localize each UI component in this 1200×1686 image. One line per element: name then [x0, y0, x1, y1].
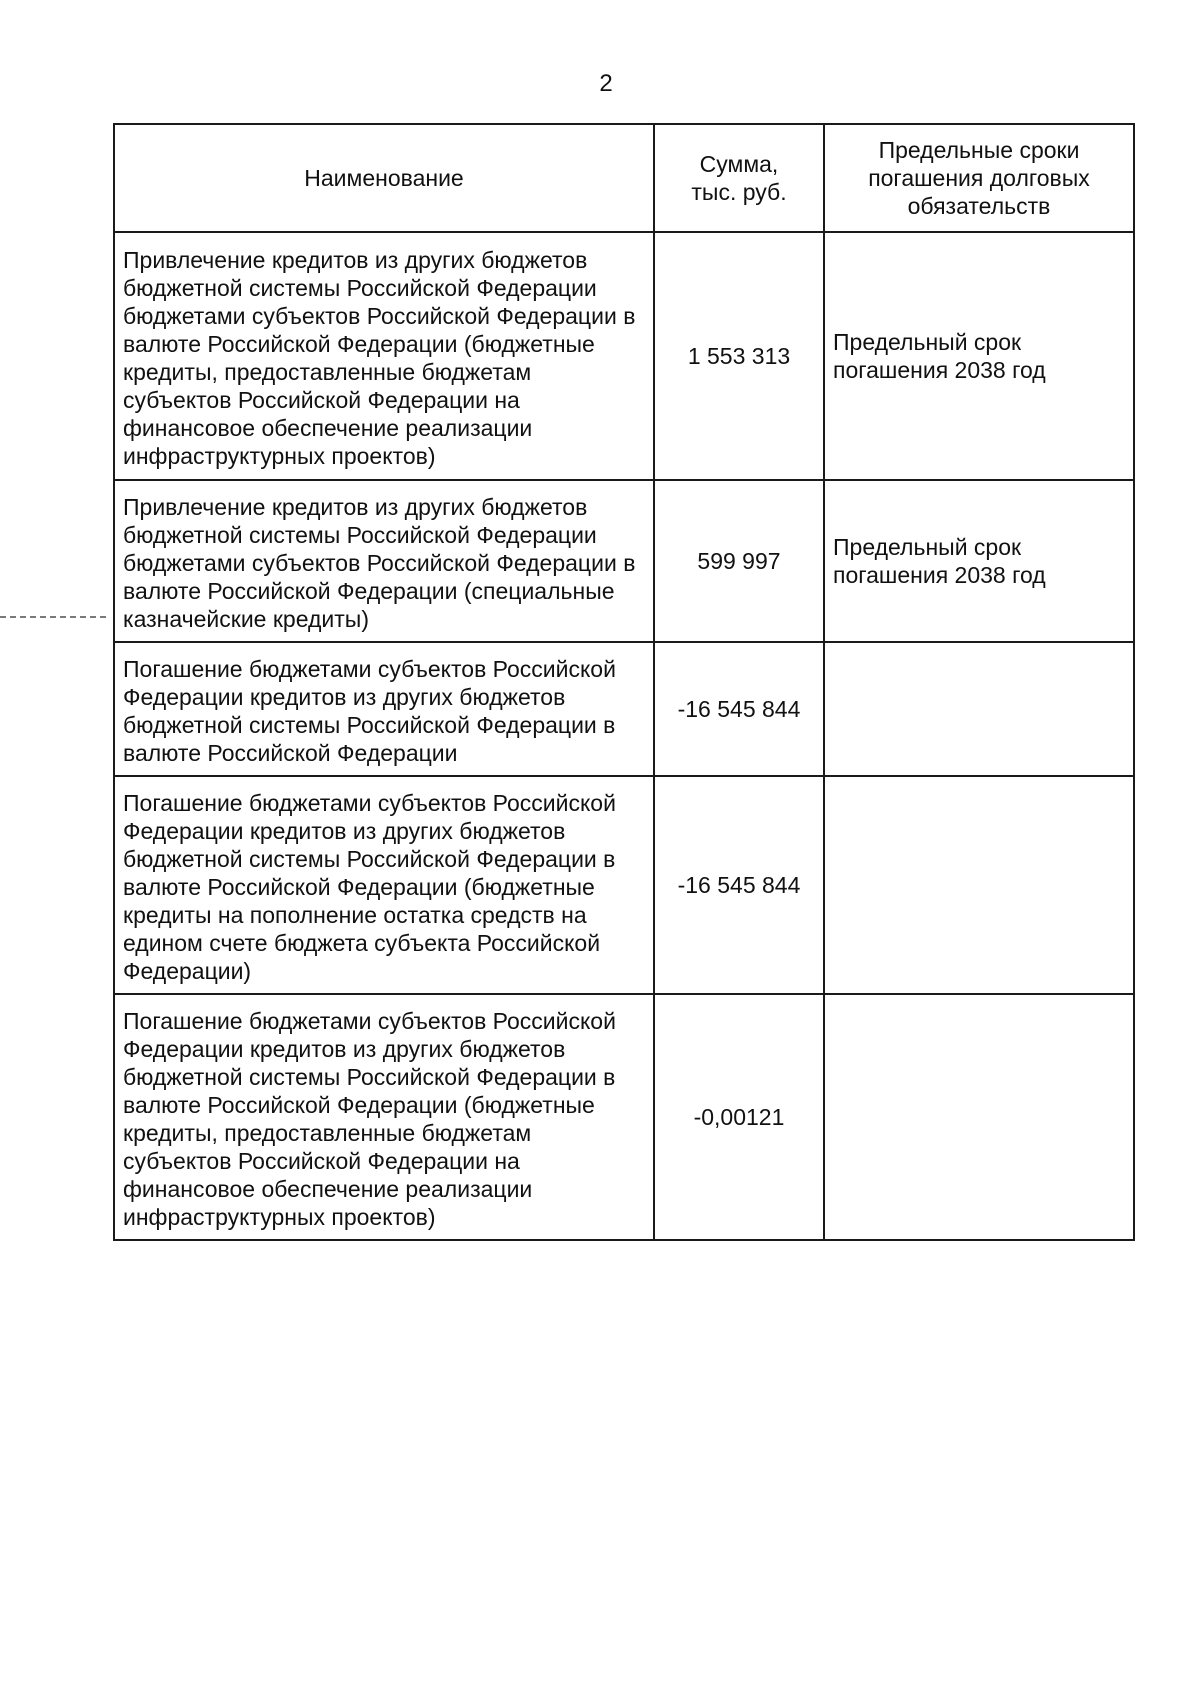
row-name: Привлечение кредитов из других бюджетов бюджетной системы Российской Федерации бюджетами субъектов Российской Федерации в валюте Российской Федерации (бюджетные кредиты, предоставленные бюджетам субъектов Российской Федерации на финансовое обеспечение реализации инфраструктурных проектов): [114, 232, 654, 480]
row-name: Погашение бюджетами субъектов Российской Федерации кредитов из других бюджетов бюджетной системы Российской Федерации в валюте Российской Федерации: [114, 642, 654, 776]
row-amount: -16 545 844: [654, 642, 824, 776]
row-amount: -0,00121: [654, 994, 824, 1240]
table-row: [114, 480, 1134, 642]
header-amount-line-1: Сумма,: [699, 151, 779, 177]
scan-artifact-line: [0, 616, 106, 618]
page-number: 2: [599, 70, 613, 97]
table-header-row: [114, 124, 1134, 232]
table-row: [114, 994, 1134, 1240]
header-amount: [654, 124, 824, 232]
header-term-line-1: Предельные сроки: [878, 137, 1080, 163]
debt-obligations-table: [113, 123, 1135, 1241]
header-name: Наименование: [114, 124, 654, 232]
row-name: Привлечение кредитов из других бюджетов бюджетной системы Российской Федерации бюджетами субъектов Российской Федерации в валюте Российской Федерации (специальные казначейские кредиты): [114, 480, 654, 642]
row-term: [824, 776, 1134, 994]
row-amount: 599 997: [654, 480, 824, 642]
row-amount: -16 545 844: [654, 776, 824, 994]
row-term: Предельный срок погашения 2038 год: [824, 232, 1134, 480]
header-term-line-3: обязательств: [907, 193, 1051, 219]
row-term: [824, 642, 1134, 776]
row-amount: 1 553 313: [654, 232, 824, 480]
row-name: Погашение бюджетами субъектов Российской Федерации кредитов из других бюджетов бюджетной системы Российской Федерации в валюте Российской Федерации (бюджетные кредиты на пополнение остатка средств на едином счете бюджета субъекта Российской Федерации): [114, 776, 654, 994]
row-name: Погашение бюджетами субъектов Российской Федерации кредитов из других бюджетов бюджетной системы Российской Федерации в валюте Российской Федерации (бюджетные кредиты, предоставленные бюджетам субъектов Российской Федерации на финансовое обеспечение реализации инфраструктурных проектов): [114, 994, 654, 1240]
header-term-line-2: погашения долговых: [868, 165, 1090, 191]
header-amount-line-2: тыс. руб.: [691, 179, 787, 205]
table-row: [114, 776, 1134, 994]
table-row: [114, 232, 1134, 480]
row-term: Предельный срок погашения 2038 год: [824, 480, 1134, 642]
row-term: [824, 994, 1134, 1240]
header-term: [824, 124, 1134, 232]
table-row: [114, 642, 1134, 776]
